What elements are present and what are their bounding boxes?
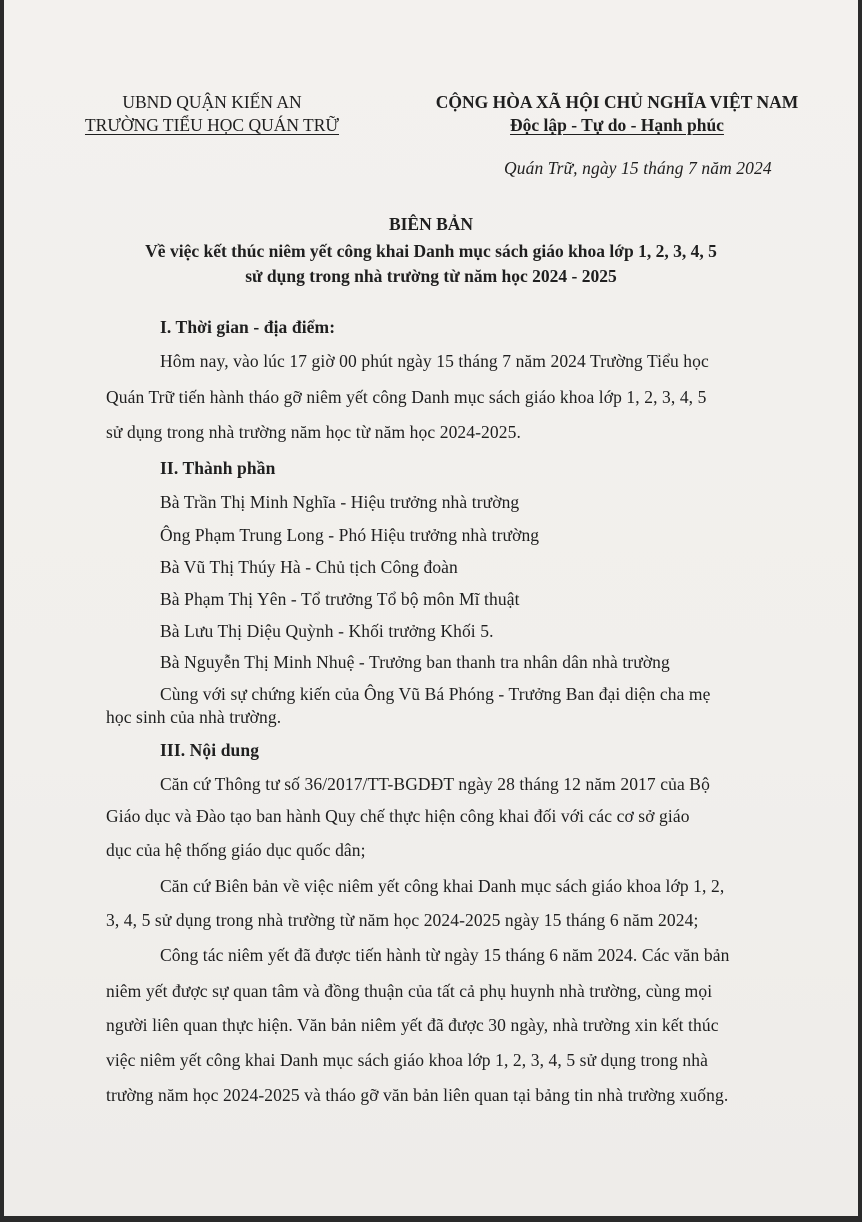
national-title: CỘNG HÒA XÃ HỘI CHỦ NGHĨA VIỆT NAM <box>435 92 799 112</box>
place-date: Quán Trữ, ngày 15 tháng 7 năm 2024 <box>504 158 772 178</box>
paragraph-line: Căn cứ Biên bản về việc niêm yết công khai Danh mục sách giáo khoa lớp 1, 2, <box>160 876 725 896</box>
agency-name: UBND QUẬN KIẾN AN <box>122 92 302 112</box>
paragraph-line: dục của hệ thống giáo dục quốc dân; <box>106 840 366 860</box>
member-item: Bà Vũ Thị Thúy Hà - Chủ tịch Công đoàn <box>160 557 458 577</box>
section-1-heading: I. Thời gian - địa điểm: <box>160 317 336 337</box>
member-item: Bà Trần Thị Minh Nghĩa - Hiệu trưởng nhà trường <box>160 492 520 512</box>
member-item: Bà Nguyễn Thị Minh Nhuệ - Trưởng ban thanh tra nhân dân nhà trường <box>160 652 670 672</box>
section-3-heading: III. Nội dung <box>160 740 260 760</box>
witness-line: học sinh của nhà trường. <box>106 707 282 727</box>
member-item: Bà Lưu Thị Diệu Quỳnh - Khối trưởng Khối 5. <box>160 621 494 641</box>
school-name: TRƯỜNG TIỂU HỌC QUÁN TRỮ <box>84 115 339 135</box>
paragraph-line: việc niêm yết công khai Danh mục sách giáo khoa lớp 1, 2, 3, 4, 5 sử dụng trong nhà <box>106 1050 708 1070</box>
member-item: Ông Phạm Trung Long - Phó Hiệu trưởng nhà trường <box>160 525 540 545</box>
national-motto: Độc lập - Tự do - Hạnh phúc <box>510 115 724 135</box>
section-1-line: sử dụng trong nhà trường năm học từ năm học 2024-2025. <box>106 422 521 442</box>
paragraph-line: Giáo dục và Đào tạo ban hành Quy chế thực hiện công khai đối với các cơ sở giáo <box>106 806 690 826</box>
member-item: Bà Phạm Thị Yên - Tổ trưởng Tổ bộ môn Mĩ thuật <box>160 589 520 609</box>
document-subtitle-1: Về việc kết thúc niêm yết công khai Danh mục sách giáo khoa lớp 1, 2, 3, 4, 5 <box>145 241 717 261</box>
document-page <box>4 0 858 1216</box>
paragraph-line: trường năm học 2024-2025 và tháo gỡ văn bản liên quan tại bảng tin nhà trường xuống. <box>106 1085 729 1105</box>
section-1-line: Hôm nay, vào lúc 17 giờ 00 phút ngày 15 tháng 7 năm 2024 Trường Tiểu học <box>160 351 709 371</box>
document-title: BIÊN BẢN <box>388 214 474 234</box>
section-1-line: Quán Trữ tiến hành tháo gỡ niêm yết công Danh mục sách giáo khoa lớp 1, 2, 3, 4, 5 <box>106 387 707 407</box>
paragraph-line: Công tác niêm yết đã được tiến hành từ ngày 15 tháng 6 năm 2024. Các văn bản <box>160 945 730 965</box>
witness-line: Cùng với sự chứng kiến của Ông Vũ Bá Phóng - Trưởng Ban đại diện cha mẹ <box>160 684 711 704</box>
paragraph-line: người liên quan thực hiện. Văn bản niêm yết đã được 30 ngày, nhà trường xin kết thúc <box>106 1015 719 1035</box>
paragraph-line: niêm yết được sự quan tâm và đồng thuận của tất cả phụ huynh nhà trường, cùng mọi <box>106 981 713 1001</box>
paragraph-line: 3, 4, 5 sử dụng trong nhà trường từ năm học 2024-2025 ngày 15 tháng 6 năm 2024; <box>106 910 699 930</box>
paragraph-line: Căn cứ Thông tư số 36/2017/TT-BGDĐT ngày 28 tháng 12 năm 2017 của Bộ <box>160 774 710 794</box>
document-subtitle-2: sử dụng trong nhà trường từ năm học 2024 - 2025 <box>245 266 617 286</box>
section-2-heading: II. Thành phần <box>160 458 276 478</box>
